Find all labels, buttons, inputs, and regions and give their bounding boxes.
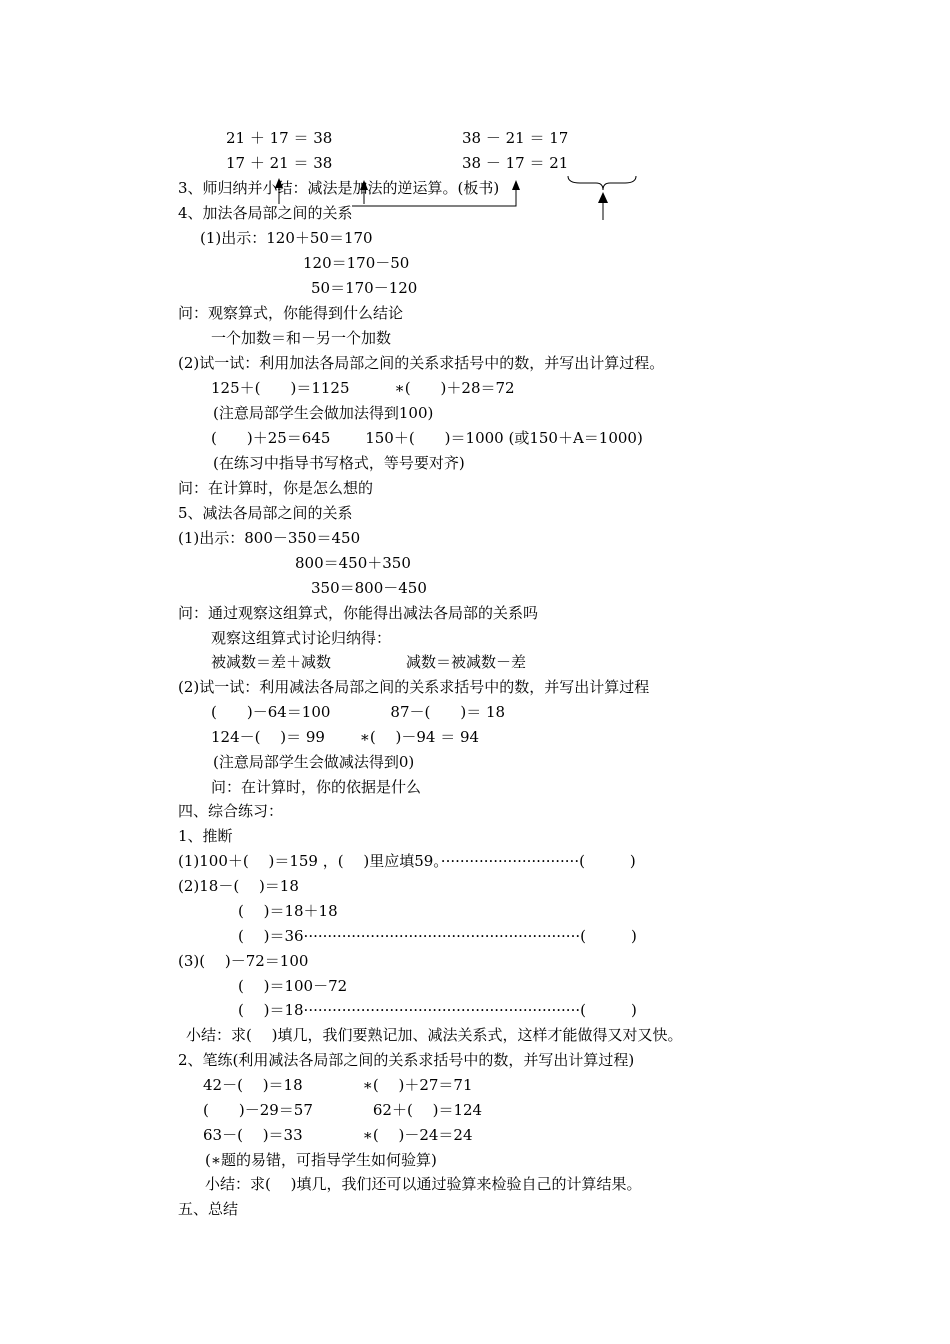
text-line: (3)( )－72＝100 — [178, 952, 309, 970]
text-line: 问：通过观察这组算式，你能得出减法各局部的关系吗 — [178, 604, 539, 622]
equation-left-1: 21 ＋ 17 ＝ 38 — [226, 129, 333, 147]
board-arrows-diagram — [0, 0, 950, 240]
text-line: 4、加法各局部之间的关系 — [178, 204, 353, 222]
text-line: ( )－64＝100 87－( )＝ 18 — [211, 703, 506, 721]
equation-right-1: 38 － 21 ＝ 17 — [462, 129, 569, 147]
text-line: (∗题的易错，可指导学生如何验算) — [205, 1151, 437, 1169]
text-line: 3、师归纳并小结：减法是加法的逆运算。(板书) — [178, 179, 500, 197]
text-line: 小结：求( )填几，我们还可以通过验算来检验自己的计算结果。 — [205, 1175, 642, 1193]
text-line: 125＋( )＝1125 ∗( )＋28＝72 — [211, 379, 515, 397]
brace-shape — [568, 176, 636, 190]
text-line: ( )－29＝57 62＋( )＝124 — [203, 1101, 483, 1119]
text-line: 50＝170－120 — [311, 279, 418, 297]
text-line: 四、综合练习： — [178, 802, 284, 820]
text-line: 问：在计算时，你的依据是什么 — [211, 778, 422, 796]
text-line: 一个加数＝和－另一个加数 — [211, 329, 392, 347]
text-line: ( )＋25＝645 150＋( )＝1000 (或150＋A＝1000) — [211, 429, 643, 447]
text-line: (1)100＋( )＝159 ，( )里应填59。·····························( ) — [178, 852, 636, 870]
text-line: 观察这组算式讨论归纳得： — [211, 629, 392, 647]
text-line: 1、推断 — [178, 827, 233, 845]
text-line: (1)出示：800－350＝450 — [178, 529, 361, 547]
text-line: (1)出示：120＋50＝170 — [200, 229, 373, 247]
text-line: (2)试一试：利用加法各局部之间的关系求括号中的数，并写出计算过程。 — [178, 354, 665, 372]
text-line: 800＝450＋350 — [295, 554, 411, 572]
equation-right-2: 38 － 17 ＝ 21 — [462, 154, 569, 172]
text-line: 被减数＝差＋减数 减数＝被减数－差 — [211, 653, 527, 671]
text-line: ( )＝18··························································( ) — [238, 1001, 637, 1019]
text-line: (注意局部学生会做加法得到100) — [213, 404, 434, 422]
text-line: (在练习中指导书写格式，等号要对齐) — [213, 454, 465, 472]
text-line: (注意局部学生会做减法得到0) — [213, 753, 415, 771]
equation-left-2: 17 ＋ 21 ＝ 38 — [226, 154, 333, 172]
text-line: 2、笔练(利用减法各局部之间的关系求括号中的数，并写出计算过程) — [178, 1051, 635, 1069]
text-line: 42－( )＝18 ∗( )＋27＝71 — [203, 1076, 473, 1094]
text-line: 124－( )＝ 99 ∗( )－94 ＝ 94 — [211, 728, 480, 746]
text-line: 350＝800－450 — [311, 579, 427, 597]
text-line: ( )＝18＋18 — [238, 902, 338, 920]
text-line: ( )＝100－72 — [238, 977, 348, 995]
arrow-head-4 — [598, 192, 608, 203]
text-line: 120＝170－50 — [303, 254, 410, 272]
text-line: (2)试一试：利用减法各局部之间的关系求括号中的数，并写出计算过程 — [178, 678, 650, 696]
text-line: ( )＝36··························································( ) — [238, 927, 637, 945]
text-line: 63－( )＝33 ∗( )－24＝24 — [203, 1126, 473, 1144]
text-line: (2)18－( )＝18 — [178, 877, 299, 895]
arrow-head-3 — [512, 180, 520, 190]
text-line: 五、总结 — [178, 1200, 239, 1218]
text-line: 5、减法各局部之间的关系 — [178, 504, 353, 522]
text-line: 小结：求( )填几，我们要熟记加、减法关系式，这样才能做得又对又快。 — [186, 1026, 683, 1044]
text-line: 问：在计算时，你是怎么想的 — [178, 479, 374, 497]
text-line: 问：观察算式，你能得到什么结论 — [178, 304, 404, 322]
